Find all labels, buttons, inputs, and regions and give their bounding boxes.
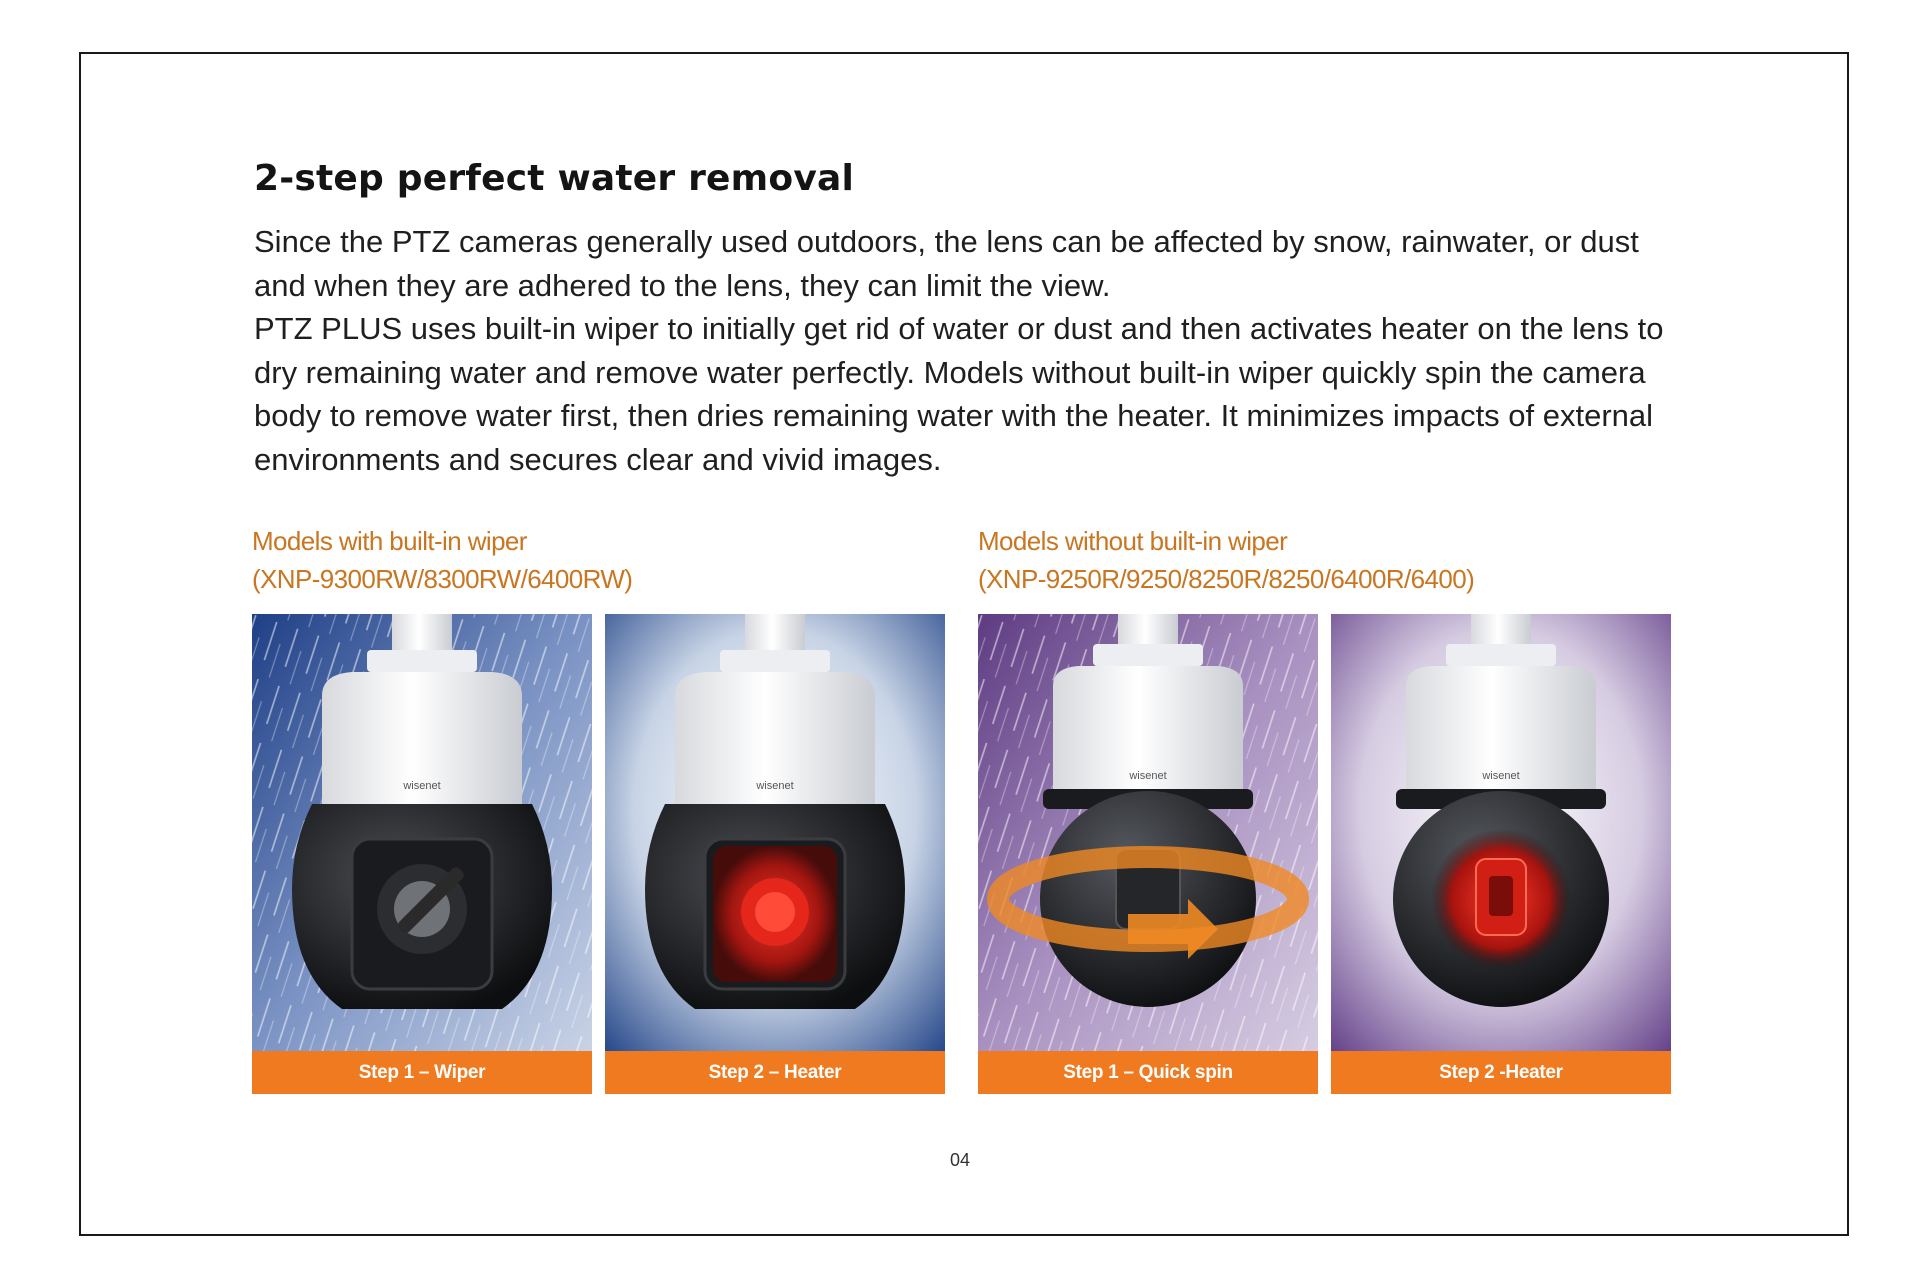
camera-heater-illustration <box>605 614 945 1051</box>
caption-with-wiper-models: (XNP-9300RW/8300RW/6400RW) <box>252 564 633 594</box>
step-label: Step 2 – Heater <box>605 1051 945 1094</box>
brand-text: wisenet <box>403 780 441 792</box>
camera-wiper-illustration <box>252 614 592 1051</box>
caption-without-wiper-title: Models without built-in wiper <box>978 526 1288 556</box>
panel-step2-heater-dome <box>1331 614 1671 1094</box>
brand-text: wisenet <box>756 780 794 792</box>
page-title: 2-step perfect water removal <box>254 158 855 199</box>
camera-heater-dome-illustration <box>1331 614 1671 1051</box>
body-text <box>254 220 1674 481</box>
panel-step1-quick-spin <box>978 614 1318 1094</box>
panel-step1-wiper <box>252 614 592 1094</box>
page-number: 04 <box>949 1150 971 1170</box>
camera-spin-illustration <box>978 614 1318 1051</box>
caption-with-wiper-title: Models with built-in wiper <box>252 526 527 556</box>
panel-step2-heater <box>605 614 945 1094</box>
paragraph-1: Since the PTZ cameras generally used outdoors, the lens can be affected by snow, rainwater, or dust and when they are adhered to the lens, they can limit the view. <box>254 224 1639 303</box>
brand-text: wisenet <box>1482 770 1520 782</box>
brand-text: wisenet <box>1129 770 1167 782</box>
step-label: Step 1 – Wiper <box>252 1051 592 1094</box>
step-label: Step 2 -Heater <box>1331 1051 1671 1094</box>
caption-without-wiper-models: (XNP-9250R/9250/8250R/8250/6400R/6400) <box>978 564 1475 594</box>
caption-with-wiper <box>252 522 632 598</box>
paragraph-2: PTZ PLUS uses built-in wiper to initially get rid of water or dust and then activates heater on the lens to dry remaining water and remove water perfectly. Models without built-in wiper quickly spin the camera body to remove water first, then dries remaining water with the heater. It minimizes impacts of external environments and secures clear and vivid images. <box>254 311 1664 477</box>
step-label: Step 1 – Quick spin <box>978 1051 1318 1094</box>
caption-without-wiper <box>978 522 1474 598</box>
